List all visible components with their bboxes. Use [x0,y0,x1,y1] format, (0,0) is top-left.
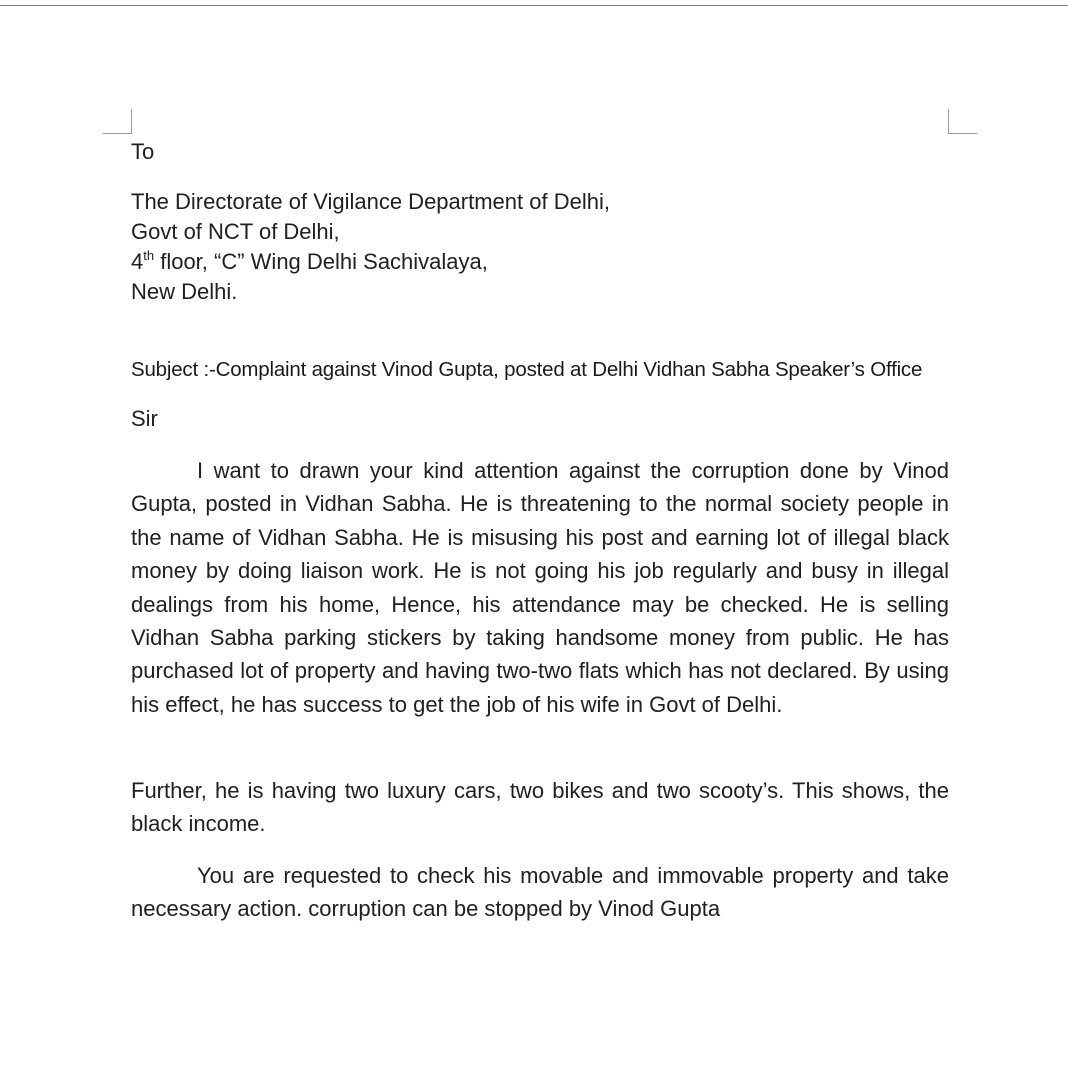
address-line-4: New Delhi. [131,279,238,304]
recipient-address [131,187,949,307]
floor-ordinal-suffix: th [143,247,155,263]
page-top-border [0,5,1068,6]
salutation-to: To [131,139,155,164]
body-paragraph: Further, he is having two luxury cars, two bikes and two scooty’s. This shows, the black income. [131,778,949,837]
floor-wing-text: floor, “C” Wing Delhi Sachivalaya, [154,249,488,274]
margin-corner-marker-left [103,109,132,134]
address-line-1: The Directorate of Vigilance Department of Delhi, [131,189,610,214]
greeting: Sir [131,406,158,431]
body-paragraph: You are requested to check his movable and immovable property and take necessary action. corruption can be stopped by Vinod Gupta [131,863,949,922]
floor-number: 4 [131,249,144,274]
body-paragraph: I want to drawn your kind attention against the corruption done by Vinod Gupta, posted in Vidhan Sabha. He is threatening to the normal society people in the name of Vidhan Sabha. He is misusing his post and earning lot of illegal black money by doing liaison work. He is not going his job regularly and busy in illegal dealings from his home, Hence, his attendance may be checked. He is selling Vidhan Sabha parking stickers by taking handsome money from public. He has purchased lot of property and having two-two flats which has not declared. By using his effect, he has success to get the job of his wife in Govt of Delhi. [131,458,949,717]
address-line-3 [131,247,949,277]
address-line-2: Govt of NCT of Delhi, [131,219,340,244]
letter-subject: Subject :-Complaint against Vinod Gupta, posted at Delhi Vidhan Sabha Speaker’s Office [131,358,923,381]
margin-corner-marker-right [948,109,977,134]
